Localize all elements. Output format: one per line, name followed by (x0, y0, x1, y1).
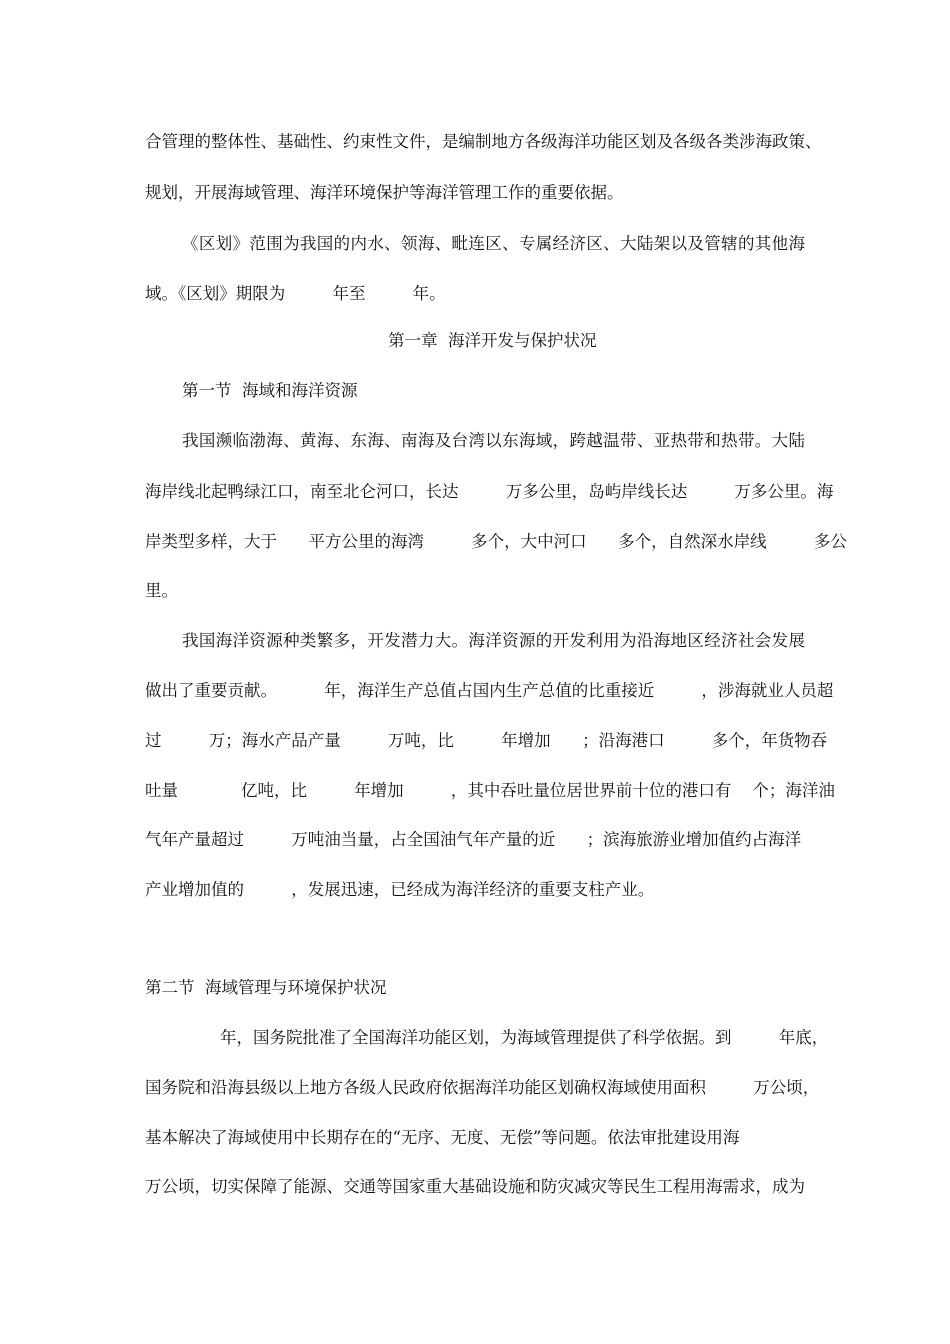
text-line: 气年产量超过 万吨油当量，占全国油气年产量的近 ；滨海旅游业增加值约占海洋 (145, 830, 802, 849)
text-line: 我国濒临渤海、黄海、东海、南海及台湾以东海域，跨越温带、亚热带和热带。大陆 (182, 431, 805, 450)
text-line: 做出了重要贡献。 年，海洋生产总值占国内生产总值的比重接近 ，涉海就业人员超 (145, 681, 834, 700)
text-line: 里。 (145, 581, 178, 600)
text-line: 岸类型多样，大于 平方公里的海湾 多个，大中河口 多个，自然深水岸线 多公 (145, 532, 847, 551)
text-line: 海岸线北起鸭绿江口，南至北仑河口，长达 万多公里，岛屿岸线长达 万多公里。海 (145, 482, 834, 501)
text-line: 合管理的整体性、基础性、约束性文件，是编制地方各级海洋功能区划及各级各类涉海政策、 (145, 132, 822, 151)
text-line: 年，国务院批准了全国海洋功能区划，为海域管理提供了科学依据。到 年底， (220, 1028, 829, 1047)
text-line: 基本解决了海域使用中长期存在的“无序、无度、无偿”等问题。依法审批建设用海 (145, 1128, 740, 1147)
section-title: 第一节 海域和海洋资源 (182, 381, 358, 400)
text-line: 规划，开展海域管理、海洋环境保护等海洋管理工作的重要依据。 (145, 183, 624, 202)
text-line: 国务院和沿海县级以上地方各级人民政府依据海洋功能区划确权海域使用面积 万公顷， (145, 1078, 820, 1097)
chapter-title: 第一章 海洋开发与保护状况 (388, 331, 597, 350)
text-line: 吐量 亿吨，比 年增加 ，其中吞吐量位居世界前十位的港口有 个；海洋油 (145, 781, 835, 800)
text-line: 万公顷，切实保障了能源、交通等国家重大基础设施和防灾减灾等民生工程用海需求，成为 (145, 1177, 805, 1196)
text-line: 产业增加值的 ，发展迅速，已经成为海洋经济的重要支柱产业。 (145, 880, 655, 899)
text-line: 我国海洋资源种类繁多，开发潜力大。海洋资源的开发利用为沿海地区经济社会发展 (182, 631, 805, 650)
section-title: 第二节 海域管理与环境保护状况 (145, 978, 387, 997)
text-line: 过 万；海水产品产量 万吨，比 年增加 ；沿海港口 多个，年货物吞 (145, 731, 828, 750)
text-line: 《区划》范围为我国的内水、领海、毗连区、专属经济区、大陆架以及管辖的其他海 (182, 234, 805, 253)
text-line: 域。《区划》期限为 年至 年。 (145, 284, 446, 303)
